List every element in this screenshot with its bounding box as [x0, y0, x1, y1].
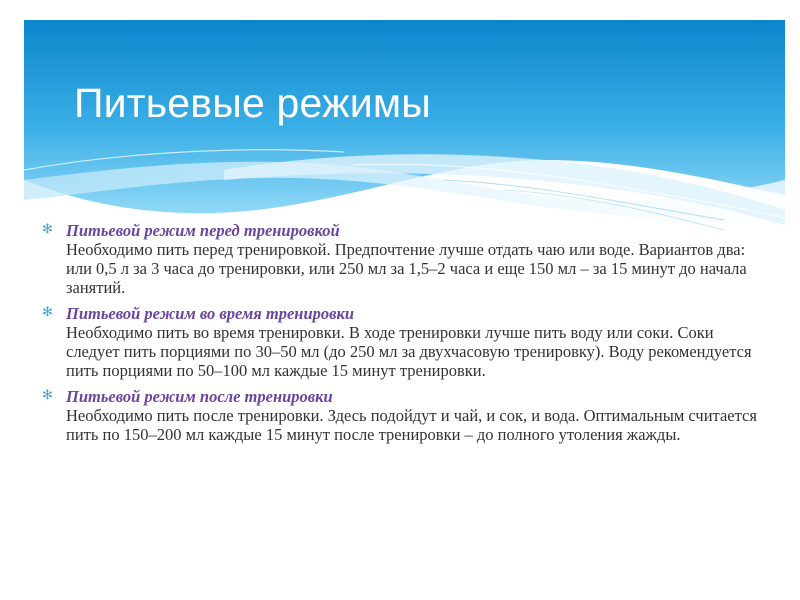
header-banner	[24, 20, 785, 240]
snowflake-bullet-icon: ✻	[42, 305, 53, 320]
snowflake-bullet-icon: ✻	[42, 222, 53, 237]
item-title: Питьевой режим перед тренировкой	[66, 221, 340, 240]
item-title: Питьевой режим во время тренировки	[66, 304, 355, 323]
item-title: Питьевой режим после тренировки	[66, 387, 333, 406]
list-item	[40, 304, 760, 380]
list-item	[40, 387, 760, 444]
item-text: Необходимо пить перед тренировкой. Предпочтение лучше отдать чаю или воде. Вариантов два: или 0,5 л за 3 часа до тренировки, или 250 мл за 1,5–2 часа и еще 150 мл – за 15 минут до начала занятий.	[66, 240, 747, 297]
snowflake-bullet-icon: ✻	[42, 388, 53, 403]
list-item	[40, 221, 760, 297]
item-text: Необходимо пить во время тренировки. В ходе тренировки лучше пить воду или соки. Соки следует пить порциями по 30–50 мл (до 250 мл за двухчасовую тренировку). Воду рекомендуется пить порциями по 50–100 мл каждые 15 минут тренировки.	[66, 323, 752, 380]
item-text: Необходимо пить после тренировки. Здесь подойдут и чай, и сок, и вода. Оптимальным считается пить по 150–200 мл каждые 15 минут после тренировки – до полного утоления жажды.	[66, 406, 757, 444]
wave-background	[24, 20, 785, 240]
content-list	[40, 221, 760, 451]
page-title: Питьевые режимы	[74, 80, 431, 126]
